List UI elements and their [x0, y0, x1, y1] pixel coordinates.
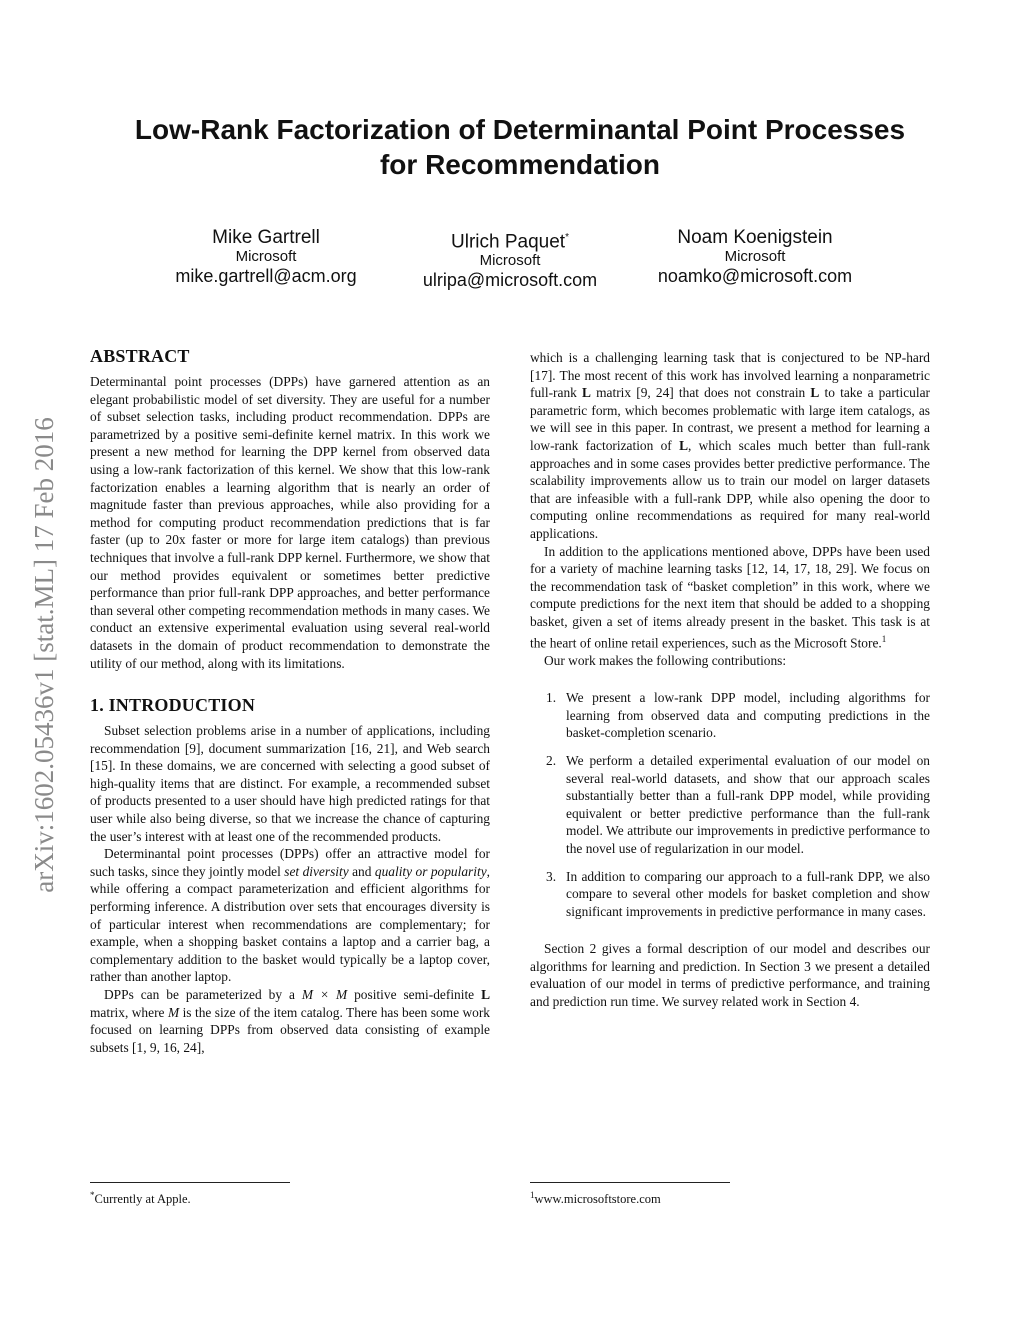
author-affiliation: Microsoft — [235, 248, 297, 265]
introduction-heading: 1. INTRODUCTION — [90, 695, 256, 716]
right-paragraph-1: which is a challenging learning task that is conjectured to be NP-hard [17]. The most recent of this work has involved learning a nonparametric full-rank L matrix [9, 24] that does not constrain L to take a particular parametric form, which becomes problematic with large item catalogs, as we will see in this paper. In contrast, we present a method for learning a low-rank factorization of L, which scales much better than full-rank approaches and in some cases provides better predictive performance. The scalability improvements allow us to train our model on larger datasets that are infeasible with a full-rank DPP, while also opening the door to computing online recommendations as required for many real-world applications. — [530, 350, 930, 541]
abstract-heading: ABSTRACT — [90, 346, 190, 366]
author-name: Ulrich Paquet* — [451, 231, 569, 253]
contributions-list — [530, 689, 930, 920]
right-paragraph-4: Section 2 gives a formal description of our model and describes our algorithms for learning and prediction. In Section 3 we present a detailed evaluation of our model in terms of predictive performance, and training and prediction run time. We survey related work in Section 4. — [530, 941, 930, 1010]
footnote-ref: 1 — [881, 633, 887, 644]
footnote-text: www.microsoftstore.com — [534, 1192, 661, 1207]
author-email: mike.gartrell@acm.org — [175, 266, 357, 286]
author-footnote-mark: * — [565, 232, 569, 243]
author-affiliation: Microsoft — [724, 248, 786, 265]
intro-paragraph-2: Determinantal point processes (DPPs) offer an attractive model for such tasks, since they jointly model set diversity and quality or popularity, while offering a compact parameterization and efficient algorithms for performing inference. A distribution over sets that encourages diversity is of particular interest when recommendations are complementary; for example, when a shopping basket contains a laptop and a carrier bag, a complementary addition to the basket would typically be a laptop cover, rather than another laptop. — [90, 846, 490, 985]
left-column — [90, 345, 490, 1056]
footnote-right — [530, 1182, 730, 1207]
author-name: Noam Koenigstein — [677, 227, 833, 248]
intro-paragraph-1: Subset selection problems arise in a number of applications, including recommendation [9], document summarization [16, 21], and Web search [15]. In these domains, we are concerned with selecting a good subset of high-quality items that are distinct. For example, a recommended subset of products presented to a user should have high predicted ratings for that user while also being diverse, so that we increase the chance of capturing the user’s interest with at least one of the recommended products. — [90, 723, 490, 844]
author-block-3 — [605, 226, 905, 287]
list-item: 2. We perform a detailed experimental evaluation of our model on several real-world datasets, and show that our approach scales substantially better than a full-rank DPP model, while providing equivalent or better predictive performance than the full-rank model. We attribute our improvements in predictive performance to the novel use of regularization in our model. — [546, 752, 930, 856]
footnote-rule — [530, 1182, 730, 1183]
footnote-rule — [90, 1182, 290, 1183]
author-name: Mike Gartrell — [212, 227, 320, 248]
author-affiliation: Microsoft — [479, 252, 541, 270]
arxiv-stamp: arXiv:1602.05436v1 [stat.ML] 17 Feb 2016 — [29, 417, 59, 893]
list-item: 3. In addition to comparing our approach to a full-rank DPP, we also compare to several other models for basket completion and show significant improvements in predictive performance in many cases. — [546, 868, 930, 919]
footnote-left — [90, 1182, 290, 1207]
title-line-1: Low-Rank Factorization of Determinantal Point Processes — [134, 114, 906, 145]
right-column — [530, 349, 930, 1011]
author-email: ulripa@microsoft.com — [422, 270, 598, 291]
intro-paragraph-3: DPPs can be parameterized by a M × M positive semi-definite L matrix, where M is the size of the item catalog. There has been some work focused on learning DPPs from observed data consisting of example subsets [1, 9, 16, 24], — [90, 987, 491, 1055]
list-item: 1. We present a low-rank DPP model, including algorithms for learning from observed data and computing predictions in the basket-completion scenario. — [546, 690, 930, 741]
title-line-2: for Recommendation — [379, 149, 661, 180]
footnote-text: Currently at Apple. — [94, 1192, 191, 1207]
footnote-mark: * — [90, 1190, 95, 1200]
footnote-mark: 1 — [530, 1190, 535, 1200]
author-email: noamko@microsoft.com — [657, 266, 853, 286]
right-paragraph-2: In addition to the applications mentioned above, DPPs have been used for a variety of machine learning tasks [12, 14, 17, 18, 29]. We focus on the recommendation task of “basket completion” in this work, where we compute predictions for the next item that should be added to a shopping basket, given a set of items already present in the basket. This task is at the heart of online retail experiences, such as the Microsoft Store.$^1$ — [530, 543, 930, 650]
paper-title — [80, 112, 960, 182]
right-paragraph-3: Our work makes the following contributions: — [544, 652, 787, 668]
abstract-text: Determinantal point processes (DPPs) have garnered attention as an elegant probabilistic model of set diversity. They are useful for a number of subset selection tasks, including product recommendation. DPPs are parametrized by a positive semi-definite kernel matrix. In this work we present a new method for learning the DPP kernel from observed data using a low-rank factorization of this kernel. We show that this low-rank factorization enables a learning algorithm that is nearly an order of magnitude faster than previous approaches, while also providing for a method for computing product recommendation predictions that is far faster (up to 20x faster or more for large item catalogs) than previous techniques that involve a full-rank DPP kernel. Furthermore, we show that our method provides equivalent or sometimes better predictive performance than prior full-rank DPP approaches, and better performance than several other competing recommendation methods in many cases. We conduct an extensive experimental evaluation using several real-world datasets in the domain of product recommendation to demonstrate the utility of our method, along with its limitations. — [90, 374, 490, 671]
